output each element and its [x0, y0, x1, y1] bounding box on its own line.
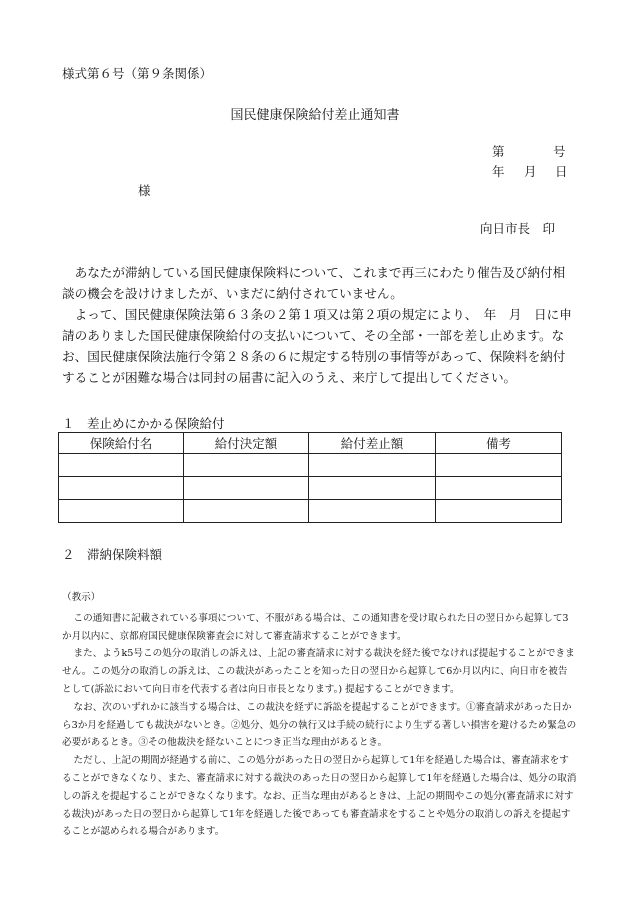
document-title: 国民健康保険給付差止通知書 — [230, 108, 400, 123]
table-cell — [184, 454, 309, 477]
section2-heading: ２ 滞納保険料額 — [62, 547, 163, 562]
table-cell — [59, 500, 184, 523]
column-header: 給付差止額 — [309, 433, 436, 454]
table-cell — [309, 454, 436, 477]
table-row — [59, 454, 562, 477]
date-year-label: 年 — [492, 164, 505, 179]
table-cell — [184, 477, 309, 500]
document-number-suffix: 号 — [553, 144, 566, 159]
table-cell — [184, 500, 309, 523]
section1-heading: １ 差止めにかかる保険給付 — [62, 416, 225, 431]
benefit-table — [58, 432, 562, 523]
table-cell — [59, 454, 184, 477]
column-header: 保険給付名 — [59, 433, 184, 454]
table-row — [59, 477, 562, 500]
table-cell — [436, 477, 562, 500]
table-cell — [436, 500, 562, 523]
column-header: 備考 — [436, 433, 562, 454]
addressee-suffix: 様 — [138, 183, 151, 198]
notice-paragraph: また、ようk5号この処分の取消しの訴えは、上記の審査請求に対する裁決を経た後でなければ提起することができません。この処分の取消しの訴えは、この裁決があったことを知った日の翌日から起算して6か月以内に、向日市を被告として(訴訟において向日市を代表する者は向日市長となります。) 提起することができます。 — [62, 648, 575, 695]
date-day-label: 日 — [555, 164, 568, 179]
table-cell — [309, 500, 436, 523]
table-cell — [436, 454, 562, 477]
table-row — [59, 500, 562, 523]
notice-heading: （教示） — [62, 592, 101, 603]
document-number-prefix: 第 — [492, 144, 505, 159]
issuer-name: 向日市長 印 — [480, 221, 556, 236]
table-cell — [309, 477, 436, 500]
column-header: 給付決定額 — [184, 433, 309, 454]
notice-paragraph: なお、次のいずれかに該当する場合は、この裁決を経ずに訴訟を提起することができます。①審査請求があった日から3か月を経過しても裁決がないとき。②処分、処分の執行又は手続の続行により生ずる著しい損害を避けるため緊急の必要があるとき。③その他裁決を経ないことにつき正当な理由があるとき。 — [62, 701, 577, 749]
notice-body — [62, 262, 574, 388]
body-paragraph: あなたが滞納している国民健康保険料について、これまで再三にわたり催告及び納付相談の機会を設けけましたが、いまだに納付されていません。 — [62, 265, 566, 301]
date-month-label: 月 — [524, 164, 537, 179]
form-number: 様式第６号（第９条関係） — [62, 66, 213, 81]
appeal-notice — [62, 589, 577, 841]
table-cell — [59, 477, 184, 500]
body-paragraph: よって、国民健康保険法第６３条の２第１項又は第２項の規定により、 年 月 日に申請のありました国民健康保険給付の支払いについて、その全部・一部を差し止めます。なお、国民健康保険法施行令第２８条の６に規定する特別の事情等があって、保険料を納付することが困難な場合は同封の届書に記入のうえ、来庁して提出してください。 — [62, 307, 572, 385]
table-header-row — [59, 433, 562, 454]
notice-paragraph: ただし、上記の期間が経過する前に、この処分があった日の翌日から起算して1年を経過した場合は、審査請求をすることができなくなり、また、審査請求に対する裁決のあった日の翌日から起算して1年を経過した場合は、処分の取消しの訴えを提起することができなくなります。なお、正当な理由があるときは、上記の期間やこの処分(審査請求に対する裁決)があった日の翌日から起算して1年を経過した後であっても審査請求をすることや処分の取消しの訴えを提起することが認められる場合があります。 — [62, 755, 577, 838]
notice-paragraph: この通知書に記載されている事項について、不服がある場合は、この通知書を受け取られた日の翌日から起算して3か月以内に、京都府国民健康保険審査会に対して審査請求することができます。 — [62, 612, 569, 642]
